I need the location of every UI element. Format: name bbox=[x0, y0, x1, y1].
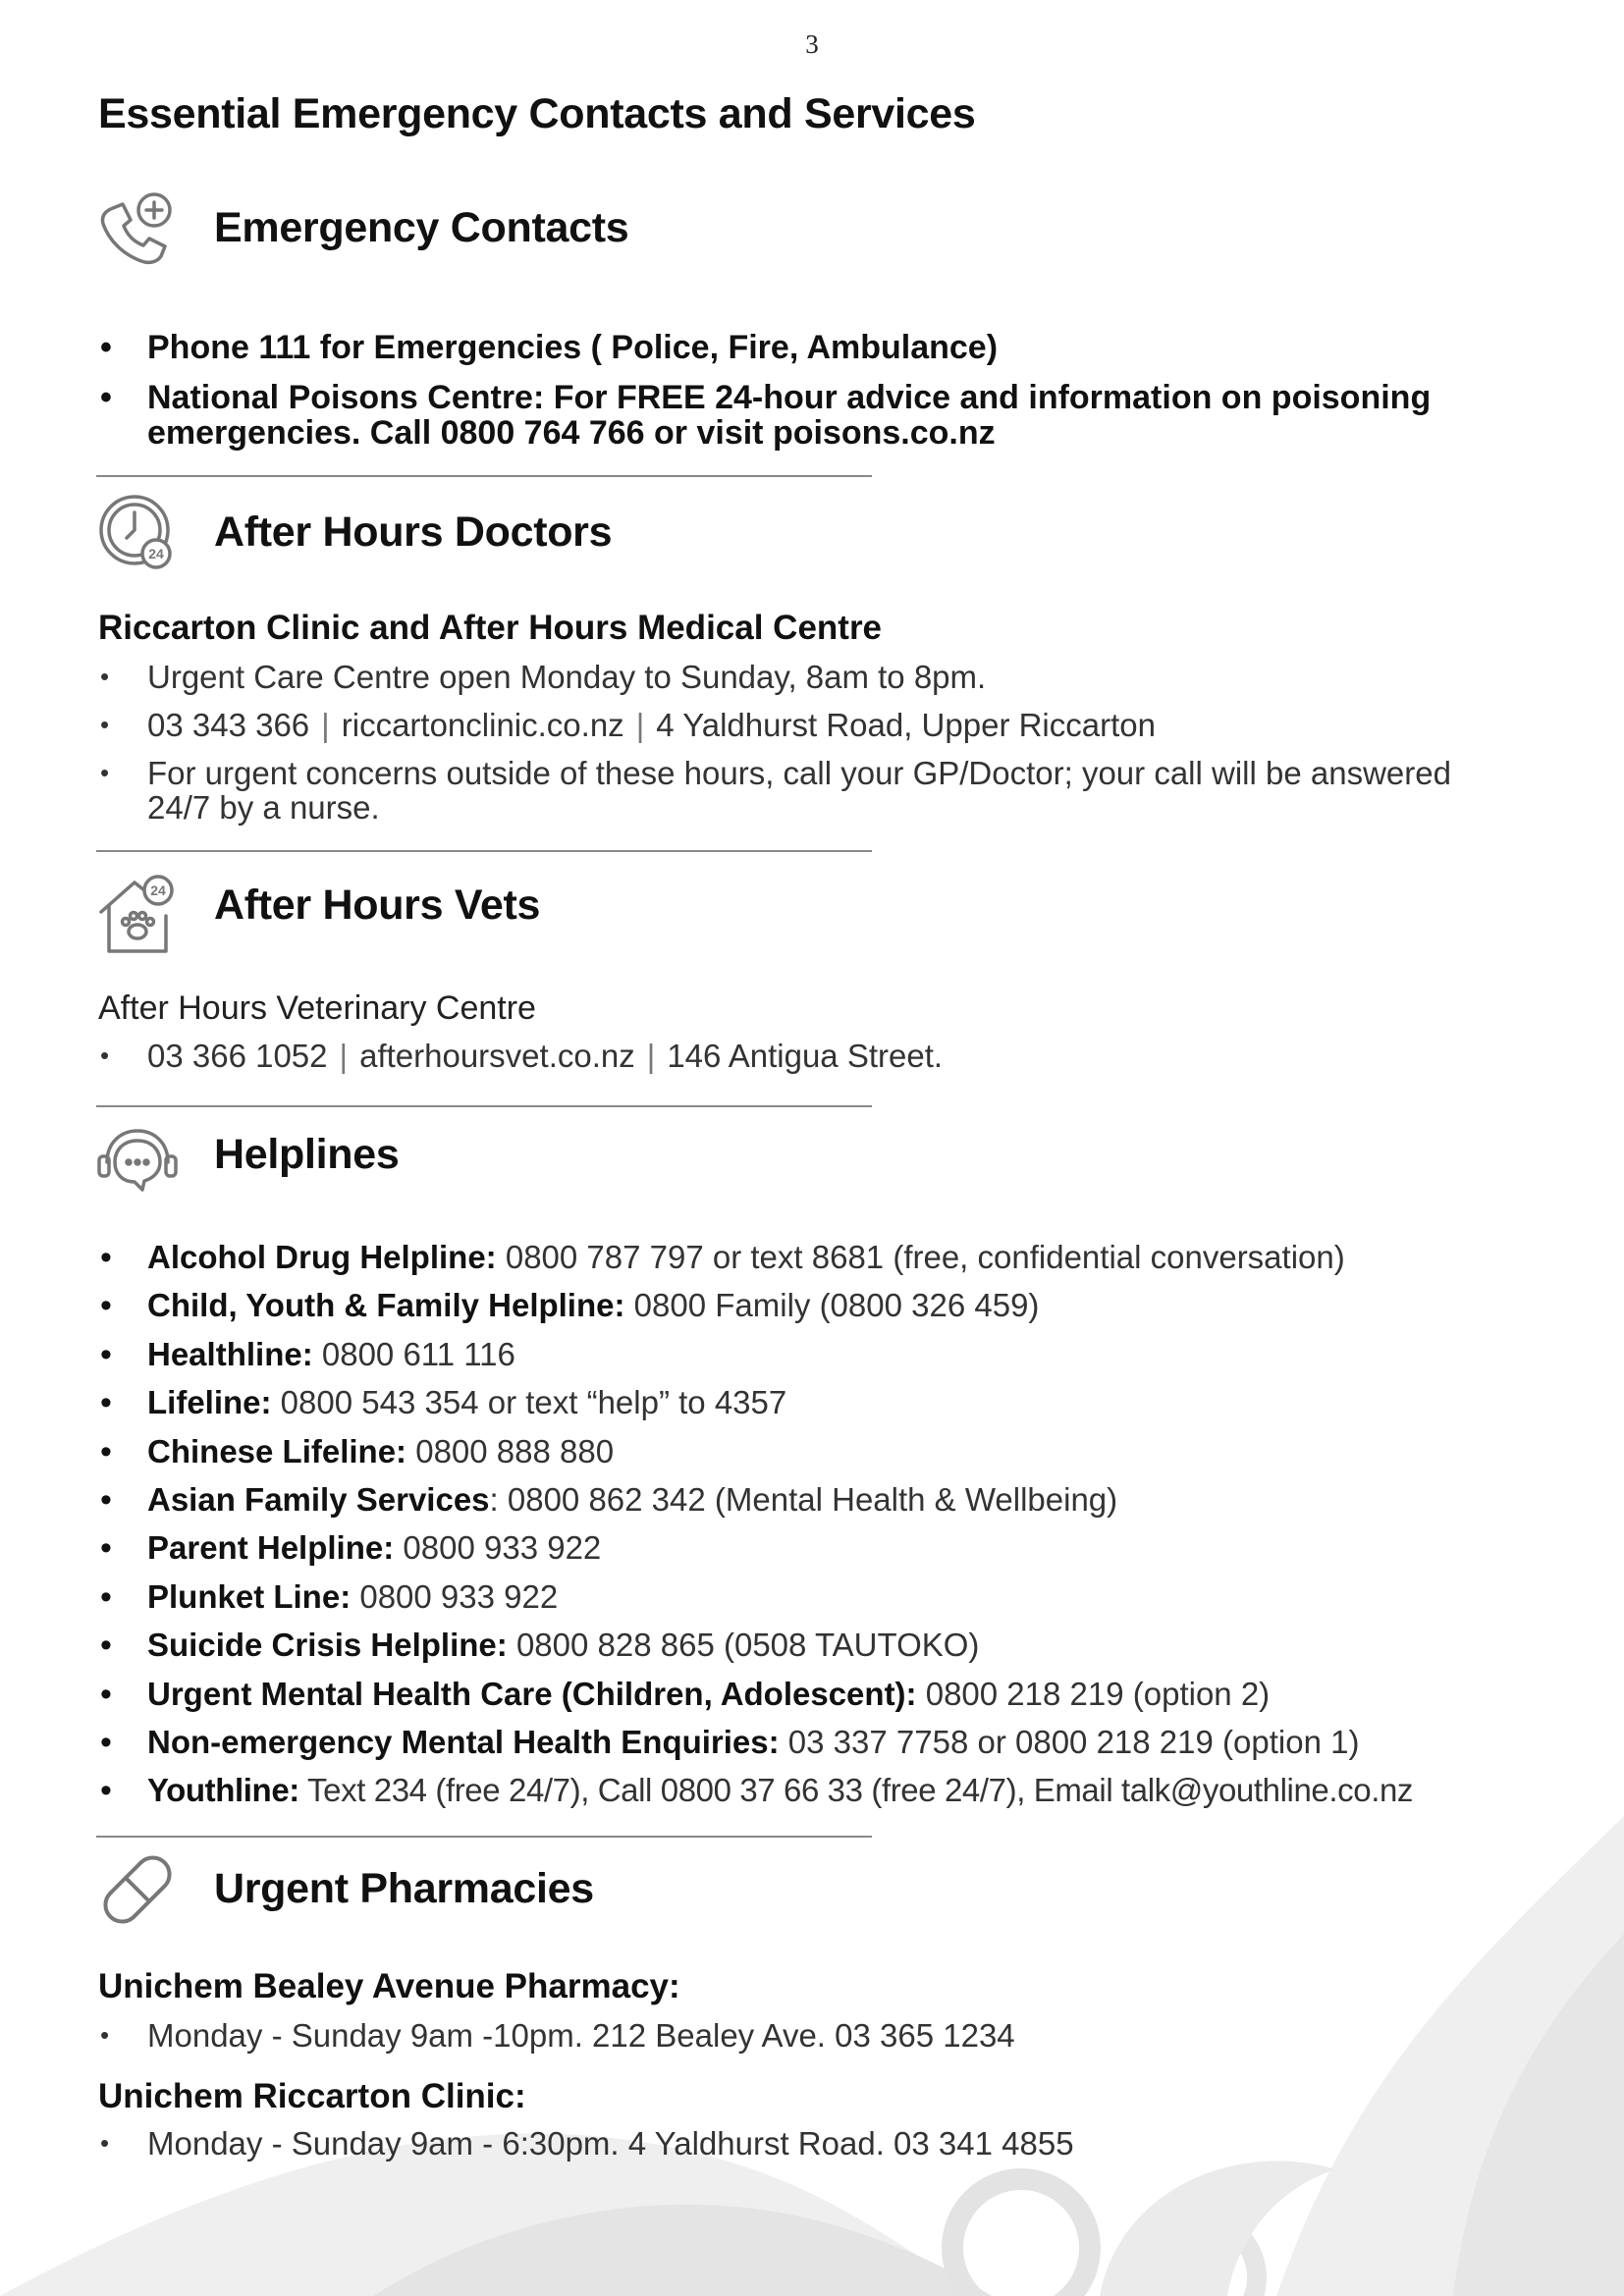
doctors-list bbox=[98, 660, 1551, 838]
section-title-pharmacies: Urgent Pharmacies bbox=[214, 1865, 594, 1912]
helpline-name: Parent Helpline: bbox=[147, 1529, 395, 1567]
list-item: • For urgent concerns outside of these hours, call your GP/Doctor; your call will be answered 24/7 by a nurse. bbox=[98, 756, 1502, 825]
helpline-item bbox=[98, 1238, 1551, 1277]
clinic-address: 4 Yaldhurst Road, Upper Riccarton bbox=[656, 707, 1156, 743]
helpline-item bbox=[98, 1723, 1551, 1762]
helpline-detail: 0800 828 865 (0508 TAUTOKO) bbox=[507, 1627, 980, 1664]
helpline-item bbox=[98, 1432, 1551, 1471]
clinic-name: Riccarton Clinic and After Hours Medical Centre bbox=[98, 609, 883, 647]
helpline-name: Plunket Line: bbox=[147, 1577, 352, 1615]
helpline-item bbox=[98, 1286, 1551, 1325]
helpline-item bbox=[98, 1577, 1551, 1617]
svg-text:24: 24 bbox=[150, 882, 166, 898]
helpline-name: Lifeline: bbox=[147, 1384, 272, 1421]
helpline-name: Asian Family Services bbox=[147, 1480, 490, 1518]
helpline-name: Urgent Mental Health Care (Children, Adolescent): bbox=[147, 1675, 917, 1712]
pet-house-24-icon bbox=[93, 869, 182, 957]
page-title: Essential Emergency Contacts and Services bbox=[98, 90, 976, 137]
helpline-detail: 0800 933 922 bbox=[351, 1577, 559, 1615]
helpline-item bbox=[98, 1383, 1551, 1422]
helpline-detail: 0800 888 880 bbox=[406, 1432, 615, 1469]
pill-capsule-icon bbox=[93, 1845, 182, 1934]
divider bbox=[96, 1105, 872, 1107]
section-title-doctors: After Hours Doctors bbox=[214, 508, 613, 556]
emergency-list bbox=[98, 330, 1551, 466]
helpline-name: Child, Youth & Family Helpline: bbox=[147, 1287, 625, 1324]
helplines-list bbox=[98, 1238, 1551, 1820]
list-item: • Monday - Sunday 9am - 6:30pm. 4 Yaldhurst Road. 03 341 4855 bbox=[98, 2126, 1551, 2161]
helpline-item bbox=[98, 1675, 1551, 1714]
divider bbox=[96, 1836, 872, 1838]
helpline-detail: 03 337 7758 or 0800 218 219 (option 1) bbox=[779, 1723, 1360, 1760]
pharmacy-hours-list bbox=[98, 2018, 1551, 2066]
section-title-emergency: Emergency Contacts bbox=[214, 204, 629, 251]
helpline-item bbox=[98, 1480, 1551, 1520]
list-item: • Phone 111 for Emergencies ( Police, Fire, Ambulance) bbox=[98, 330, 1551, 366]
helpline-name: Chinese Lifeline: bbox=[147, 1432, 407, 1469]
pharmacy-name: Unichem Riccarton Clinic: bbox=[98, 2077, 526, 2115]
pharmacy-hours-list bbox=[98, 2126, 1551, 2174]
helpline-name: Non-emergency Mental Health Enquiries: bbox=[147, 1723, 780, 1760]
helpline-item bbox=[98, 1335, 1551, 1374]
helpline-detail: Text 234 (free 24/7), Call 0800 37 66 33 (free 24/7), Email talk@youthline.co.nz bbox=[298, 1772, 1414, 1809]
chat-headset-icon bbox=[93, 1119, 182, 1207]
vets-list bbox=[98, 1039, 1551, 1087]
helpline-item bbox=[98, 1771, 1551, 1810]
helpline-detail: 0800 933 922 bbox=[394, 1529, 602, 1567]
clinic-website-link[interactable]: riccartonclinic.co.nz bbox=[341, 707, 624, 743]
list-item: • Urgent Care Centre open Monday to Sunday, 8am to 8pm. bbox=[98, 660, 1551, 694]
section-title-vets: After Hours Vets bbox=[214, 881, 541, 929]
list-item: • 03 366 1052 | afterhoursvet.co.nz | 146 Antigua Street. bbox=[98, 1039, 1551, 1073]
page-number: 3 bbox=[805, 29, 819, 59]
clinic-phone: 03 343 366 bbox=[147, 707, 310, 743]
pharmacy-name: Unichem Bealey Avenue Pharmacy: bbox=[98, 1967, 680, 2005]
helpline-detail: 0800 543 354 or text “help” to 4357 bbox=[271, 1384, 787, 1421]
list-item: • National Poisons Centre: For FREE 24-hour advice and information on poisoning emergencies. Call 0800 764 766 or visit poisons.co.nz bbox=[98, 380, 1551, 451]
svg-text:24: 24 bbox=[148, 546, 164, 561]
section-title-helplines: Helplines bbox=[214, 1131, 400, 1178]
divider bbox=[96, 475, 872, 477]
helpline-name: Suicide Crisis Helpline: bbox=[147, 1627, 508, 1664]
helpline-name: Youthline: bbox=[147, 1772, 299, 1809]
vet-website-link[interactable]: afterhoursvet.co.nz bbox=[359, 1038, 635, 1074]
list-item: • Monday - Sunday 9am -10pm. 212 Bealey Ave. 03 365 1234 bbox=[98, 2018, 1551, 2053]
helpline-detail: 0800 Family (0800 326 459) bbox=[624, 1287, 1040, 1324]
helpline-item bbox=[98, 1626, 1551, 1665]
helpline-name: Healthline: bbox=[147, 1335, 313, 1372]
helpline-detail: 0800 218 219 (option 2) bbox=[916, 1675, 1271, 1712]
clock-24-icon bbox=[93, 489, 182, 577]
divider bbox=[96, 850, 872, 852]
vet-centre-name: After Hours Veterinary Centre bbox=[98, 989, 536, 1027]
helpline-detail: 0800 787 797 or text 8681 (free, confidential conversation) bbox=[496, 1239, 1345, 1275]
helpline-detail: 0800 611 116 bbox=[312, 1335, 515, 1372]
helpline-name: Alcohol Drug Helpline: bbox=[147, 1239, 497, 1275]
vet-phone: 03 366 1052 bbox=[147, 1038, 328, 1074]
phone-medical-icon bbox=[93, 187, 182, 275]
helpline-detail: : 0800 862 342 (Mental Health & Wellbeing) bbox=[489, 1480, 1118, 1518]
helpline-item bbox=[98, 1528, 1551, 1568]
list-item: • 03 343 366 | riccartonclinic.co.nz | 4 Yaldhurst Road, Upper Riccarton bbox=[98, 708, 1551, 742]
vet-address: 146 Antigua Street. bbox=[667, 1038, 944, 1074]
